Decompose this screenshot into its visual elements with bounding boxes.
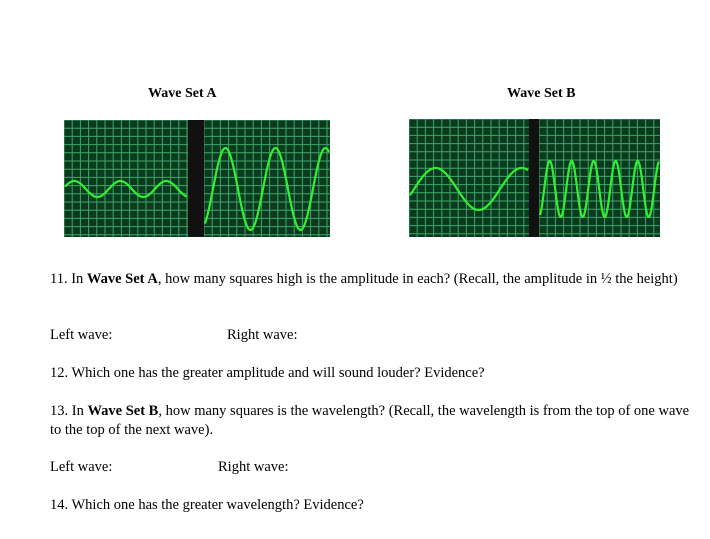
question-11 [50, 270, 690, 289]
wave-set-a-title: Wave Set A [148, 86, 217, 101]
right-wave-label: Right wave: [227, 327, 298, 343]
question-13 [50, 402, 690, 440]
question-13-answers [50, 458, 690, 477]
question-13-post: , how many squares is the wavelength? (Recall, the wavelength is from the top of one wave to the top of the next wave). [50, 403, 690, 438]
left-wave-label: Left wave: [50, 327, 113, 343]
question-13-bold: Wave Set B [87, 403, 159, 419]
wave-set-a-oscilloscope [64, 120, 330, 237]
question-12: 12. Which one has the greater amplitude and will sound louder? Evidence? [50, 365, 485, 381]
question-11-bold: Wave Set A [86, 271, 158, 287]
question-11-answers [50, 326, 690, 345]
question-13-pre: 13. In [50, 403, 88, 419]
question-11-post: , how many squares high is the amplitude in each? (Recall, the amplitude in ½ the height) [157, 271, 678, 287]
question-11-pre: 11. In [50, 271, 87, 287]
wave-set-b-oscilloscope [409, 119, 660, 237]
right-wave-label: Right wave: [218, 459, 289, 475]
wave-set-b-title: Wave Set B [507, 86, 576, 101]
question-14: 14. Which one has the greater wavelength? Evidence? [50, 497, 364, 513]
left-wave-label: Left wave: [50, 459, 113, 475]
panel-divider [188, 120, 204, 237]
panel-divider [529, 119, 539, 237]
